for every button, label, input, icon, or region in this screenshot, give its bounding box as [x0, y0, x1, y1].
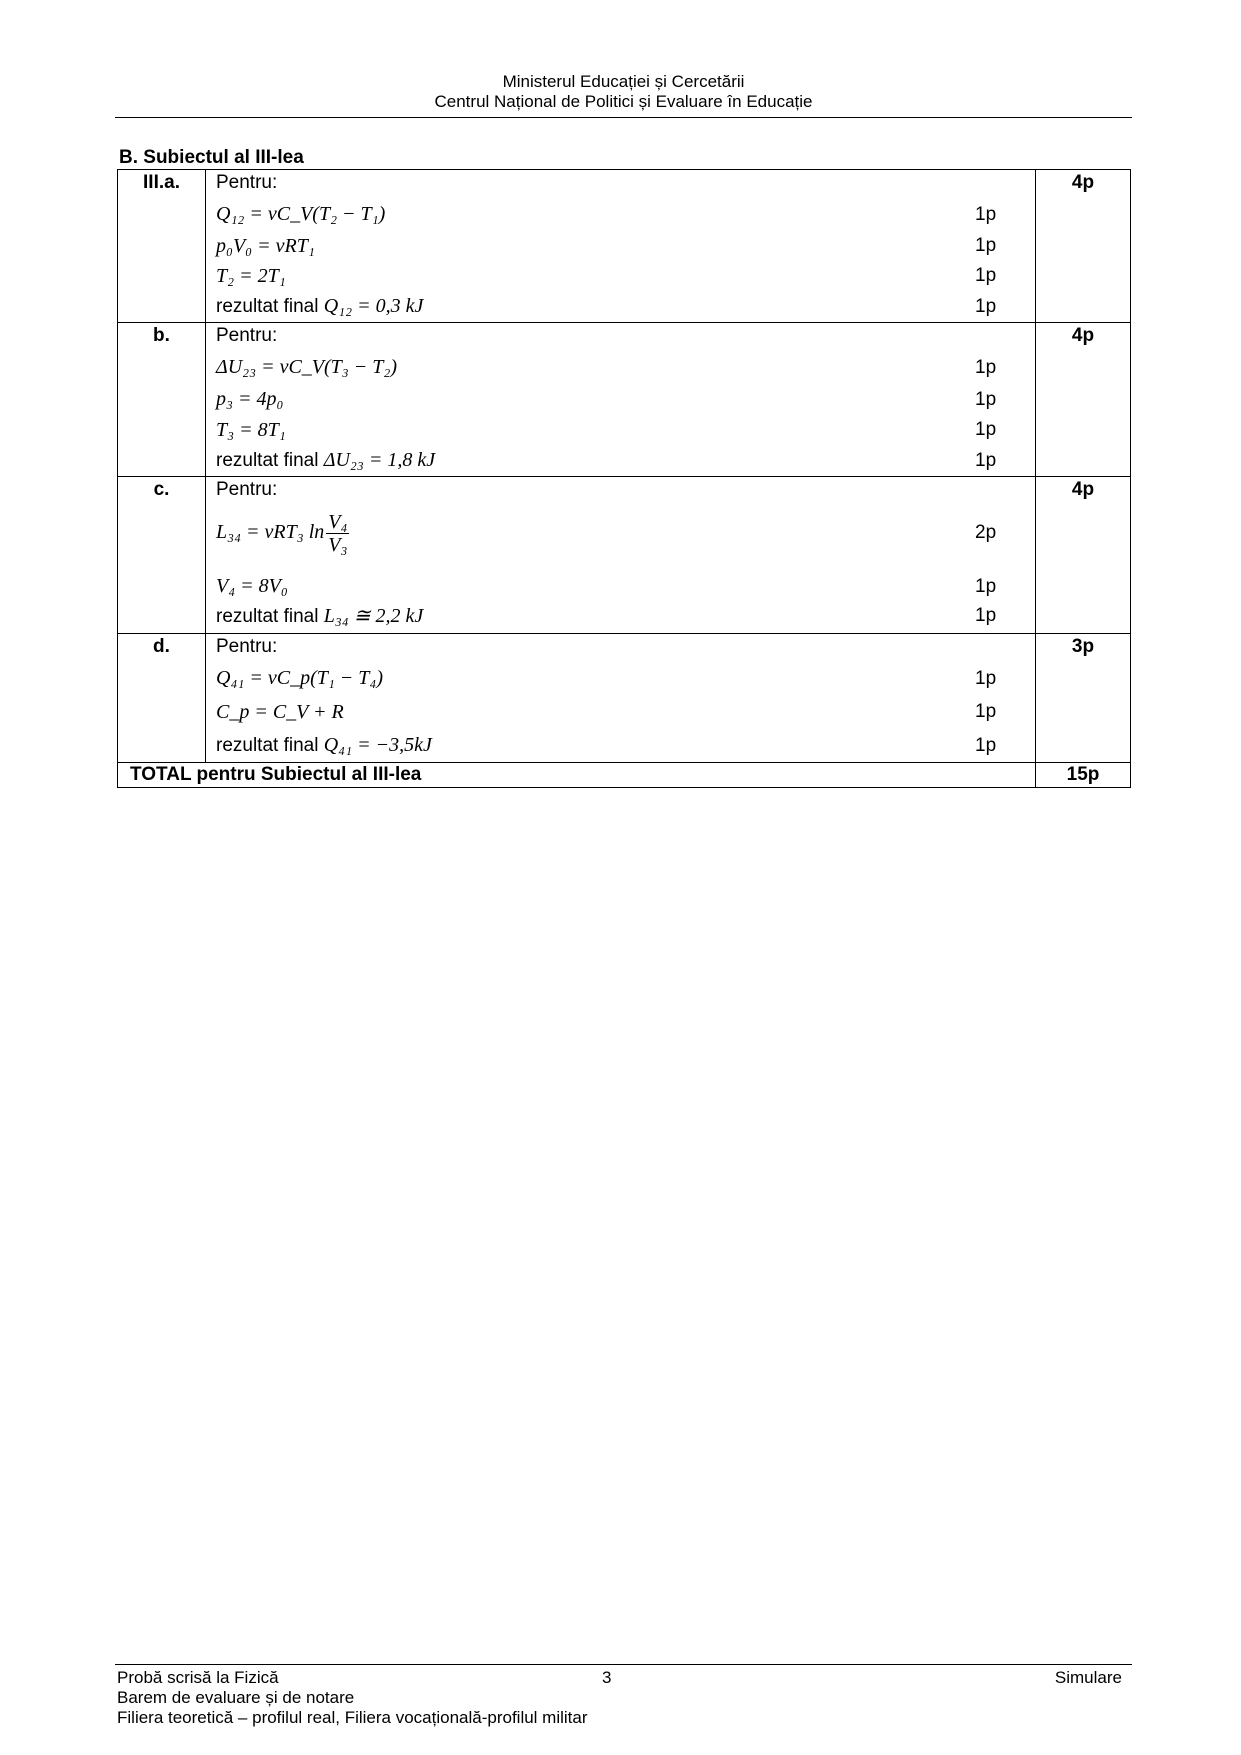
formula-line: [216, 261, 1025, 291]
table-row-b: [118, 323, 1131, 477]
formula: p₃ = 4p₀: [216, 388, 284, 410]
section-title: B. Subiectul al III-lea: [119, 147, 304, 168]
line-points: 1p: [975, 449, 997, 471]
formula: L₃₄ ≅ 2,2 kJ: [323, 605, 424, 627]
total-points: 15p: [1036, 763, 1131, 788]
page-footer: [117, 1668, 1122, 1728]
table-row-c: [118, 477, 1131, 634]
formula: Q₄₁ = νC_p(T₁ − T₄): [216, 667, 384, 689]
item-intro: Pentru:: [216, 636, 278, 657]
formula-left: L₃₄ = νRT₃ ln: [216, 520, 325, 543]
footer-session: Simulare: [1054, 1668, 1122, 1687]
footer-divider: [115, 1664, 1132, 1665]
header-center: Centrul Național de Politici și Evaluare în Educație: [434, 92, 813, 111]
line-points: 1p: [975, 203, 997, 225]
fraction-denominator: V₃: [328, 533, 348, 556]
formula: Q₁₂ = 0,3 kJ: [323, 295, 424, 317]
footer-barem: Barem de evaluare și de notare: [117, 1688, 355, 1707]
formula: ΔU₂₃ = 1,8 kJ: [323, 449, 436, 471]
item-label: b.: [118, 323, 206, 477]
formula-line: [216, 384, 1025, 415]
line-points: 1p: [975, 419, 997, 440]
formula-line: [216, 231, 1025, 261]
grading-table: [117, 169, 1131, 788]
line-points: 1p: [975, 576, 997, 597]
line-points: 1p: [975, 604, 997, 626]
header-ministry: Ministerul Educației și Cercetării: [502, 72, 745, 91]
line-points: 1p: [975, 265, 997, 286]
item-label: d.: [118, 634, 206, 763]
item-intro: Pentru:: [216, 325, 278, 346]
line-points: 1p: [975, 667, 997, 689]
table-row-total: [118, 763, 1131, 788]
result-prefix: rezultat final: [216, 296, 319, 317]
item-total: 4p: [1036, 170, 1131, 323]
page-number: 3: [602, 1668, 612, 1687]
item-content: [206, 323, 1036, 477]
item-content: [206, 634, 1036, 763]
line-points: 1p: [975, 734, 997, 756]
formula: ΔU₂₃ = νC_V(T₃ − T₂): [216, 356, 397, 378]
total-label: TOTAL pentru Subiectul al III-lea: [118, 763, 1036, 788]
item-intro: Pentru:: [216, 172, 278, 193]
result-prefix: rezultat final: [216, 735, 319, 756]
item-label: III.a.: [118, 170, 206, 323]
item-total: 4p: [1036, 323, 1131, 477]
formula: Q₄₁ = −3,5kJ: [323, 734, 432, 756]
formula: Q₁₂ = νC_V(T₂ − T₁): [216, 203, 386, 225]
line-points: 1p: [975, 235, 997, 256]
result-line: [216, 729, 1025, 762]
result-line: [216, 598, 1025, 633]
item-content: [206, 170, 1036, 323]
formula: C_p = C_V + R: [216, 700, 344, 723]
formula: T₂ = 2T₁: [216, 264, 286, 287]
page-header: [115, 72, 1132, 112]
item-total: 3p: [1036, 634, 1131, 763]
line-points: 1p: [975, 295, 997, 317]
table-row-a: [118, 170, 1131, 323]
footer-row: [117, 1668, 1122, 1688]
item-intro: Pentru:: [216, 479, 278, 500]
formula: [216, 511, 349, 556]
result-line: [216, 445, 1025, 476]
result-prefix: rezultat final: [216, 450, 319, 471]
formula-line: [216, 198, 1025, 231]
formula-line: [216, 662, 1025, 695]
item-content: [206, 477, 1036, 634]
formula: V₄ = 8V₀: [216, 575, 288, 597]
formula: p₀V₀ = νRT₁: [216, 234, 315, 257]
formula-line: [216, 505, 1025, 561]
formula-line: [216, 561, 1025, 598]
line-points: 1p: [975, 388, 997, 410]
table-row-d: [118, 634, 1131, 763]
formula-line: [216, 351, 1025, 384]
formula: T₃ = 8T₁: [216, 418, 286, 441]
item-total: 4p: [1036, 477, 1131, 634]
fraction-numerator: V₄: [328, 510, 348, 533]
footer-filiera: Filiera teoretică – profilul real, Filiera vocațională-profilul militar: [117, 1708, 588, 1727]
line-points: 1p: [975, 701, 997, 722]
formula-line: [216, 415, 1025, 445]
result-prefix: rezultat final: [216, 606, 319, 627]
line-points: 2p: [975, 522, 997, 543]
line-points: 1p: [975, 356, 997, 378]
fraction: [326, 511, 349, 556]
formula-line: [216, 695, 1025, 729]
result-line: [216, 291, 1025, 322]
item-label: c.: [118, 477, 206, 634]
footer-exam: Probă scrisă la Fizică: [117, 1668, 279, 1687]
header-divider: [115, 117, 1132, 118]
